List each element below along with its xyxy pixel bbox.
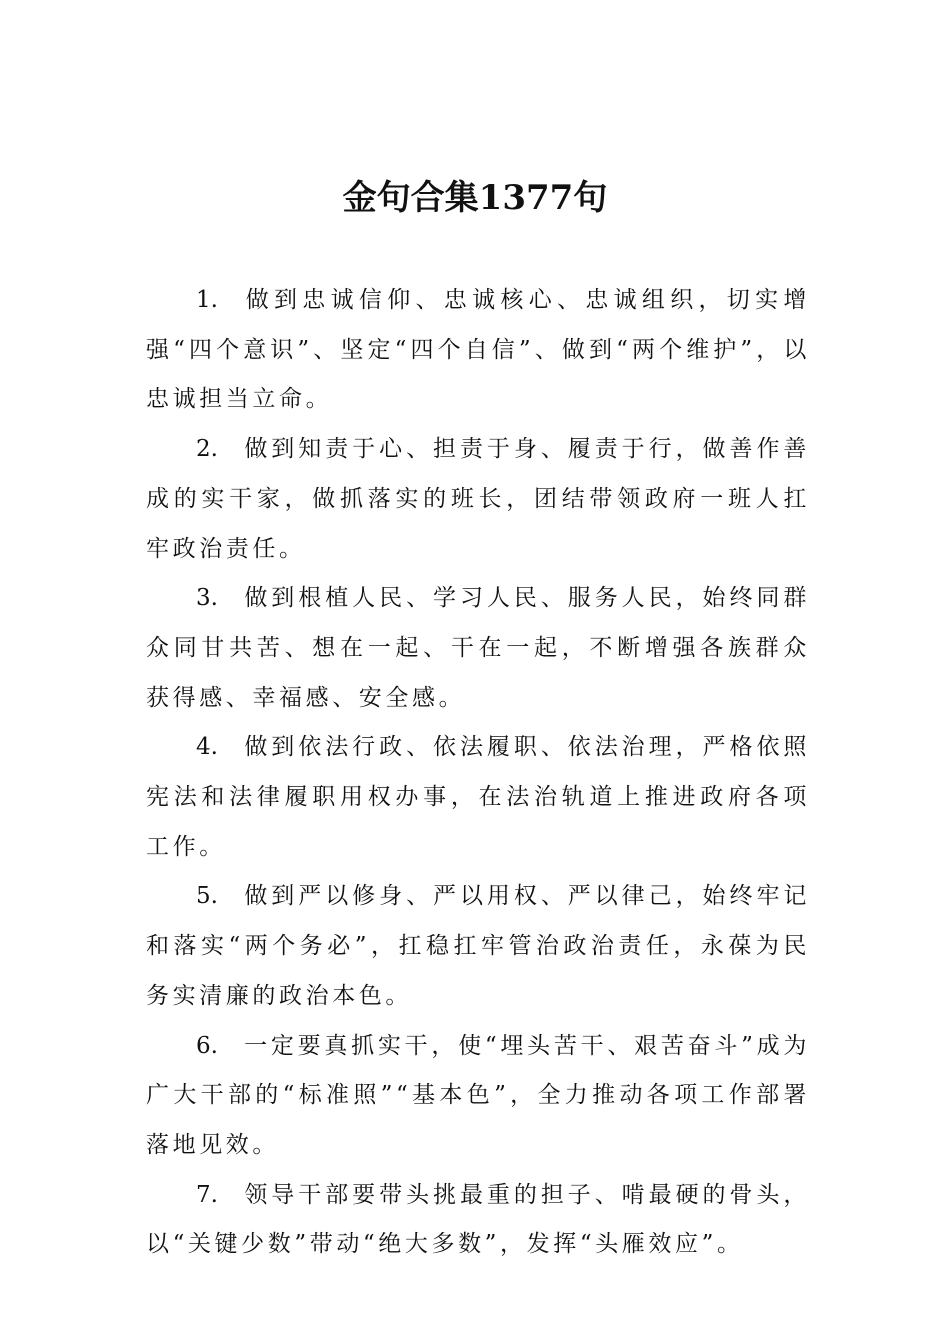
item-text: 做到严以修身、严以用权、严以律己，始终牢记和落实“两个务必”，扛稳扛牢管治政治责任，永葆为民务实清廉的政治本色。 [146, 883, 810, 1009]
document-body [146, 276, 810, 1270]
item-number: 7. [196, 1181, 218, 1208]
list-item [146, 574, 810, 723]
list-item [146, 276, 810, 425]
list-item [146, 872, 810, 1021]
item-number: 5. [196, 883, 218, 910]
list-item [146, 425, 810, 574]
item-text: 一定要真抓实干，使“埋头苦干、艰苦奋斗”成为广大干部的“标准照”“基本色”，全力推动各项工作部署落地见效。 [146, 1032, 810, 1158]
item-text: 做到根植人民、学习人民、服务人民，始终同群众同甘共苦、想在一起、干在一起，不断增强各族群众获得感、幸福感、安全感。 [146, 585, 810, 711]
item-text: 做到忠诚信仰、忠诚核心、忠诚组织，切实增强“四个意识”、坚定“四个自信”、做到“两个维护”，以忠诚担当立命。 [146, 287, 810, 413]
item-number: 3. [196, 585, 218, 612]
item-text: 领导干部要带头挑最重的担子、啃最硬的骨头，以“关键少数”带动“绝大多数”，发挥“头雁效应”。 [146, 1181, 810, 1258]
item-text: 做到依法行政、依法履职、依法治理，严格依照宪法和法律履职用权办事，在法治轨道上推进政府各项工作。 [146, 734, 810, 860]
list-item [146, 1022, 810, 1171]
document-title: 金句合集1377句 [342, 178, 608, 218]
list-item [146, 723, 810, 872]
item-number: 2. [196, 436, 218, 463]
item-number: 4. [196, 734, 218, 761]
item-number: 1. [196, 287, 218, 313]
item-number: 6. [196, 1032, 218, 1059]
item-text: 做到知责于心、担责于身、履责于行，做善作善成的实干家，做抓落实的班长，团结带领政府一班人扛牢政治责任。 [146, 436, 810, 562]
list-item [146, 1171, 810, 1270]
